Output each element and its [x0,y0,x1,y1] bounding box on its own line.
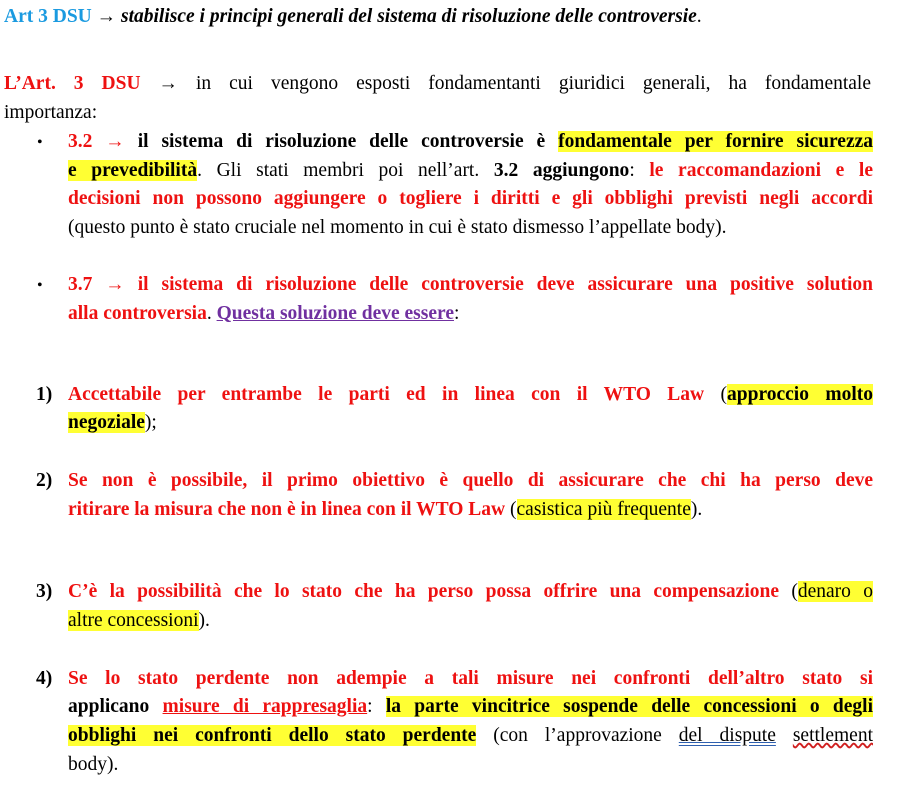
bullet-2-dot: . [206,303,217,324]
bullet-1-bold: 3.2 aggiungono [493,160,630,181]
bullet-2-line-2 [68,302,459,326]
bullet-1-line-1 [68,130,873,154]
item-4-colon: : [367,696,386,717]
bullet-2-line-1 [68,273,873,297]
item-4-underlined: misure di rappresaglia [162,696,368,717]
item-1-text: Accettabile per entrambe le parti ed in linea con il WTO Law [68,384,705,405]
bullet-1-colon: : [629,160,650,181]
bullet-2-red: alla controversia [68,303,207,324]
bullet-icon: • [37,277,43,294]
item-number: 3) [36,581,53,602]
item-4-end: body). [68,754,119,775]
item-2-red: ritirare la misura che non è in linea con il WTO Law [68,499,506,520]
arrow-icon: → [91,6,121,27]
item-1-line-2 [68,411,157,435]
bullet-1-ref: 3.2 → [68,131,125,152]
bullet-2-purple: Questa soluzione deve essere [216,303,454,324]
page-heading [4,5,702,29]
bullet-2-colon: : [453,303,460,324]
item-3-end: ). [198,610,210,631]
intro-text: in cui vengono esposti fondamentanti giuridici generali, ha fondamentale [196,73,872,94]
item-4-highlight: la parte vincitrice sospende delle concessioni o degli [385,696,874,717]
bullet-1-line-2 [68,159,873,183]
bullet-1-red-2: decisioni non possono aggiungere o togliere i diritti e gli obblighi previsti negli accordi [68,188,873,209]
bullet-1-red: le raccomandazioni e le [649,160,874,181]
item-2-line-1 [68,469,873,493]
heading-text: stabilisce i principi generali del sistema di risoluzione delle controversie [121,6,697,27]
item-4-line-4 [68,753,118,777]
item-4-text: Se lo stato perdente non adempie a tali misure nei confronti dell’altro stato si [68,668,873,689]
heading-label: Art 3 DSU [4,6,92,27]
intro-text-2: importanza: [4,102,98,123]
bullet-1-line-3 [68,187,873,211]
item-2-line-2 [68,498,702,522]
item-2-end: ). [690,499,703,520]
item-4-bold: applicano [68,696,163,717]
item-1-highlight: approccio molto [727,384,873,405]
item-2-highlight: casistica più frequente [516,499,691,520]
item-1-end: ); [144,412,157,433]
item-4-grammar-mark: del dispute [678,725,776,746]
bullet-2-text: 3.7 → il sistema di risoluzione delle controversie deve assicurare una positive solution [68,274,873,295]
item-4-text-2: (con l’approvazione [476,725,679,746]
item-3-highlight: denaro o [797,581,874,602]
item-4-highlight-2: obblighi nei confronti dello stato perdente [68,725,477,746]
intro-line-2 [4,101,97,125]
item-4-line-3 [68,724,873,748]
item-4-space [776,725,793,746]
item-number: 2) [36,470,53,491]
bullet-icon: • [37,134,43,151]
item-number: 4) [36,668,53,689]
heading-end: . [696,6,702,27]
item-1-paren: ( [704,384,727,405]
item-3-highlight-2: altre concessioni [68,610,199,631]
item-1-highlight-2: negoziale [68,412,145,433]
intro-line-1 [4,72,871,96]
bullet-1-line-4 [68,216,727,240]
item-number: 1) [36,384,53,405]
item-3-line-2 [68,609,210,633]
bullet-1-highlight: fondamentale per fornire sicurezza [558,131,873,152]
item-3-line-1 [68,580,873,604]
item-1-line-1 [68,383,873,407]
bullet-1-text: il sistema di risoluzione delle controversie è [124,131,559,152]
item-3-paren: ( [779,581,798,602]
bullet-1-note: (questo punto è stato cruciale nel momento in cui è stato dismesso l’appellate body). [68,217,727,238]
item-2-paren: ( [505,499,517,520]
item-4-spell-mark: settlement [792,725,873,746]
arrow-icon: → [158,73,179,94]
item-2-text: Se non è possibile, il primo obiettivo è quello di assicurare che chi ha perso deve [68,470,873,491]
item-4-line-1 [68,667,873,691]
bullet-1-text-2: . Gli stati membri poi nell’art. [197,160,494,181]
bullet-1-highlight-2: e prevedibilità [68,160,198,181]
item-4-line-2 [68,695,873,719]
item-3-text: C’è la possibilità che lo stato che ha perso possa offrire una compensazione [68,581,780,602]
intro-label: L’Art. 3 DSU [4,73,141,94]
